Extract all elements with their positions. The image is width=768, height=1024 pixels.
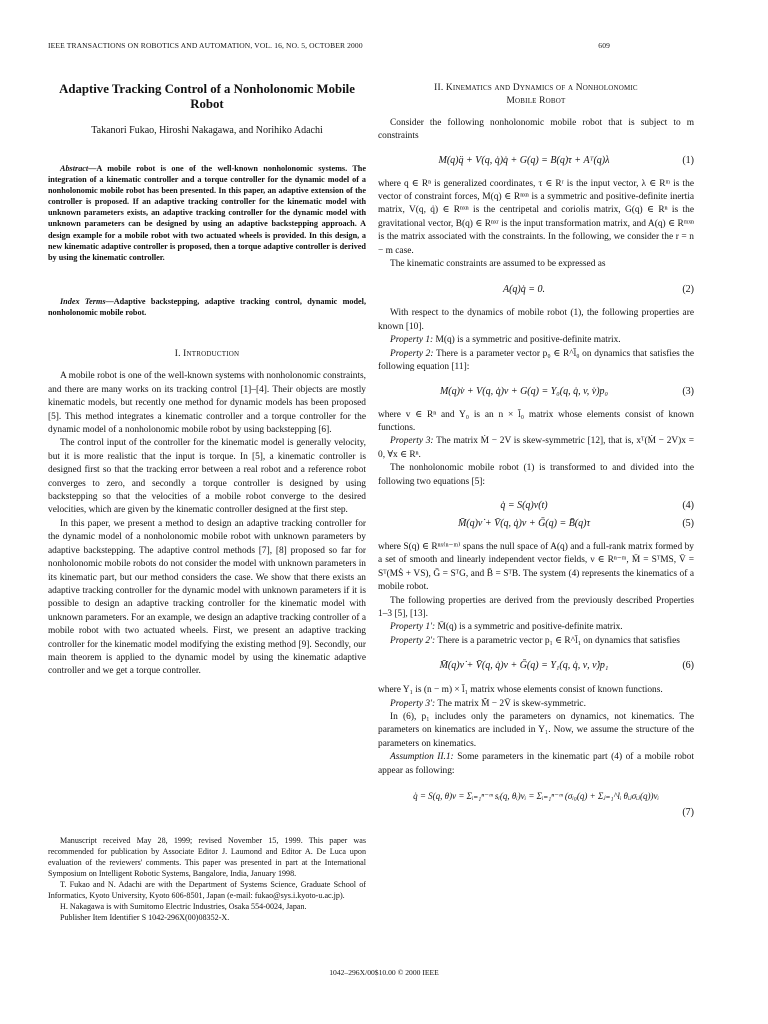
intro-paragraph-2: The control input of the controller for the kinematic model is generally velocity, but it is more realistic that the input is torque. In [5], a kinematic controller is designed first so that the tracking error between a real robot and a reference robot converges to zero, and secondly a torque controller is designed by using backstepping so that the velocities of a mobile robot converge to the desired velocities, which are given by the kinematic controller designed at the first step. <box>48 438 366 516</box>
abstract-label: Abstract <box>60 164 89 173</box>
equation-body: M(q)q̈ + V(q, q̇)q̇ + G(q) = B(q)τ + Aᵀ(q)λ <box>438 154 610 166</box>
equation-number: (4) <box>682 500 694 512</box>
paragraph: The kinematic constraints are assumed to be expressed as <box>390 259 606 270</box>
paragraph: The following properties are derived from the previously described Properties 1–3 [5], [13]. <box>378 595 694 619</box>
equation-4 <box>378 497 694 515</box>
property-3-prime <box>378 698 694 711</box>
equation-body: M̄(q)ν̇ + V̄(q, q̇)ν + Ḡ(q) = Y₁(q, q̇, ν, ν̇)p₁ <box>439 660 609 672</box>
section-heading-kinematics-1: II. Kinematics and Dynamics of a Nonholonomic <box>434 83 638 93</box>
journal-header: IEEE TRANSACTIONS ON ROBOTICS AND AUTOMATION, VOL. 16, NO. 5, OCTOBER 2000 <box>48 41 363 50</box>
paragraph: where S(q) ∈ Rⁿˣ⁽ⁿ⁻ᵐ⁾ spans the null space of A(q) and a full-rank matrix formed by a set of smooth and linearly independent vector fields, ν ∈ Rⁿ⁻ᵐ, M̄ = SᵀMS, V̄ = Sᵀ(MṠ + VS), Ḡ = SᵀG, and B̄ = SᵀB. The system (4) represents the kinematics of a mobile robot. <box>378 541 694 593</box>
intro-paragraph-1: A mobile robot is one of the well-known systems with nonholonomic constraints, and there are many works on its tracking control [1]–[4]. Their objects are mostly kinematic models, but recently one method for dynamic models has been proposed [5]. This method integrates a kinematic controller and a torque controller for the dynamic model of a nonholonomic mobile robot by using backstepping [6]. <box>48 371 366 436</box>
property-1-prime <box>378 621 694 634</box>
property-label: Property 2′: <box>390 635 436 646</box>
paper-title: Adaptive Tracking Control of a Nonholonomic Mobile Robot <box>59 82 355 111</box>
equation-body: A(q)q̇ = 0. <box>502 283 546 295</box>
index-terms-label: Index Terms <box>60 297 106 306</box>
index-terms-text: —Adaptive backstepping, adaptive tracking control, dynamic model, nonholonomic mobile robot. <box>48 297 366 318</box>
paragraph: With respect to the dynamics of mobile robot (1), the following properties are known [10]. <box>378 308 694 332</box>
equation-3 <box>378 383 694 401</box>
footnote-4: Publisher Item Identifier S 1042-296X(00)08352-X. <box>60 913 230 922</box>
section-heading-kinematics-2: Mobile Robot <box>506 96 566 107</box>
equation-number: (2) <box>682 283 694 295</box>
equation-body: q̇ = S(q, θ)ν = Σᵢ₌₁ⁿ⁻ᵐ sᵢ(q, θᵢ)νᵢ = Σᵢ₌₁ⁿ⁻ᵐ (σᵢ₀(q) + Σⱼ₌₁^lᵢ θᵢⱼσᵢⱼ(q))νᵢ <box>413 791 659 802</box>
property-1 <box>378 334 694 347</box>
equation-number: (7) <box>682 807 694 819</box>
equation-body: M(q)v̇ + V(q, q̇)v + G(q) = Y₀(q, q̇, v, v̇)p₀ <box>439 385 609 397</box>
equation-number: (1) <box>682 154 694 166</box>
footnote-3: H. Nakagawa is with Sumitomo Electric Industries, Osaka 554-0024, Japan. <box>60 902 307 911</box>
property-text: M̄(q) is a symmetric and positive-definite matrix. <box>435 622 623 633</box>
equation-2 <box>378 280 694 298</box>
property-label: Property 2: <box>390 348 434 359</box>
assumption-text: Some parameters in the kinematic part (4) of a mobile robot appear as following: <box>378 752 694 776</box>
property-2 <box>378 348 694 375</box>
equation-5 <box>378 515 694 533</box>
footnotes <box>48 835 366 923</box>
footnote-2: T. Fukao and N. Adachi are with the Department of Systems Science, Graduate School of Informatics, Kyoto University, Kyoto 606-8501, Japan (e-mail: fukao@sys.i.kyoto-u.ac.jp). <box>48 880 366 900</box>
equation-7 <box>378 788 694 806</box>
equation-body: q̇ = S(q)ν(t) <box>500 500 548 512</box>
property-text: There is a parameter vector p₀ ∈ R^l̄₀ on dynamics that satisfies the following equation [11]: <box>378 348 694 373</box>
abstract-text: —A mobile robot is one of the well-known nonholonomic systems. The integration of a kinematic controller and a torque controller for the dynamic model of a nonholonomic mobile robot has been presented. In this paper, an adaptive extension of the controller is proposed. If an adaptive tracking controller for the kinematic model with unknown parameters exists, an adaptive tracking controller for the dynamic model with unknown parameters can be designed by using an adaptive backstepping approach. A design example for a mobile robot with two actuated wheels is provided. In this design, a new kinematic adaptive controller is proposed, then a torque adaptive controller is derived by using the kinematic controller. <box>48 164 366 262</box>
equation-number: (6) <box>682 660 694 672</box>
property-label: Property 1′: <box>390 622 436 633</box>
property-label: Property 3: <box>390 436 434 447</box>
paragraph: where v ∈ Rⁿ and Y₀ is an n × l̄₀ matrix whose elements consist of known functions. <box>378 409 694 433</box>
equation-1 <box>378 152 694 170</box>
paragraph: where q ∈ Rⁿ is generalized coordinates, τ ∈ Rʳ is the input vector, λ ∈ Rᵐ is the vector of constraint forces, M(q) ∈ Rⁿˣⁿ is a symmetric and positive-definite inertia matrix, V(q, q̇) ∈ Rⁿˣⁿ is the centripetal and coriolis matrix, G(q) ∈ Rⁿ is the gravitational vector, B(q) ∈ Rⁿˣʳ is the input transformation matrix, and A(q) ∈ Rᵐˣⁿ is the matrix associated with the constraints. In the following, we consider the r = n − m case. <box>378 178 694 256</box>
paragraph: The nonholonomic mobile robot (1) is transformed to and divided into the following two equations [5]: <box>378 463 694 487</box>
section-kinematics <box>378 82 694 819</box>
property-label: Property 1: <box>390 335 434 346</box>
property-2-prime <box>378 635 694 648</box>
property-text: The matrix Ṁ − 2V is skew-symmetric [12], that is, xᵀ(Ṁ − 2V)x = 0, ∀x ∈ Rⁿ. <box>378 436 694 460</box>
section-intro <box>48 348 366 679</box>
property-label: Property 3′: <box>390 698 436 709</box>
page-number: 609 <box>598 41 610 50</box>
property-text: There is a parametric vector p₁ ∈ R^l̄₁ on dynamics that satisfies <box>435 635 680 646</box>
property-text: The matrix M̄̇ − 2V̄ is skew-symmetric. <box>435 698 586 709</box>
paragraph: where Y₁ is (n − m) × l̄₁ matrix whose elements consist of known functions. <box>378 685 663 696</box>
assumption <box>378 751 694 778</box>
equation-number: (5) <box>682 518 694 530</box>
property-3 <box>378 435 694 462</box>
paragraph: In (6), p₁ includes only the parameters on dynamics, not kinematics. The parameters on kinematics are included in Y₁. Now, we assume the structure of the parameters on kinematics. <box>378 712 694 749</box>
assumption-label: Assumption II.1: <box>390 752 454 763</box>
equation-6 <box>378 657 694 675</box>
property-text: M(q) is a symmetric and positive-definite matrix. <box>433 335 621 346</box>
equation-body: M̄(q)ν̇ + V̄(q, q̇)ν + Ḡ(q) = B̄(q)τ <box>457 518 591 530</box>
section-heading-intro: I. Introduction <box>174 349 240 359</box>
copyright-footer: 1042–296X/00$10.00 © 2000 IEEE <box>329 968 439 977</box>
index-terms <box>48 296 366 318</box>
footnote-1: Manuscript received May 28, 1999; revised November 15, 1999. This paper was recommended for publication by Associate Editor J. Laumond and Editor A. De Luca upon evaluation of the reviewers' comments. This paper was presented in part at the International Symposium on Intelligent Robotic Systems, Bangalore, India, January 1998. <box>48 836 366 878</box>
paragraph: Consider the following nonholonomic mobile robot that is subject to m constraints <box>378 117 694 142</box>
abstract <box>48 163 366 263</box>
equation-number: (3) <box>682 385 694 397</box>
intro-paragraph-3: In this paper, we present a method to design an adaptive tracking controller for the dynamic model of a nonholonomic mobile robot with unknown parameters by adaptive backstepping. The adaptive control methods [7], [8] proposed so far for nonholonomic mobile robots do not consider the model with unknown parameters in its kinematic part, but our method considers the case. We show that there exists an adaptive tracking controller for the dynamic model with unknown parameters if it is possible to design an adaptive tracking controller for the kinematic model with unknown parameters. For an example, we design an adaptive tracking controller of a mobile robot with two actuated wheels. First, we present an adaptive tracking controller for the kinematic model modifying the existing method [9]. Secondly, our main theorem is applied to the dynamic model by using the kinematic adaptive controller and we get a torque controller. <box>48 518 366 677</box>
authors: Takanori Fukao, Hiroshi Nakagawa, and Norihiko Adachi <box>91 125 323 136</box>
